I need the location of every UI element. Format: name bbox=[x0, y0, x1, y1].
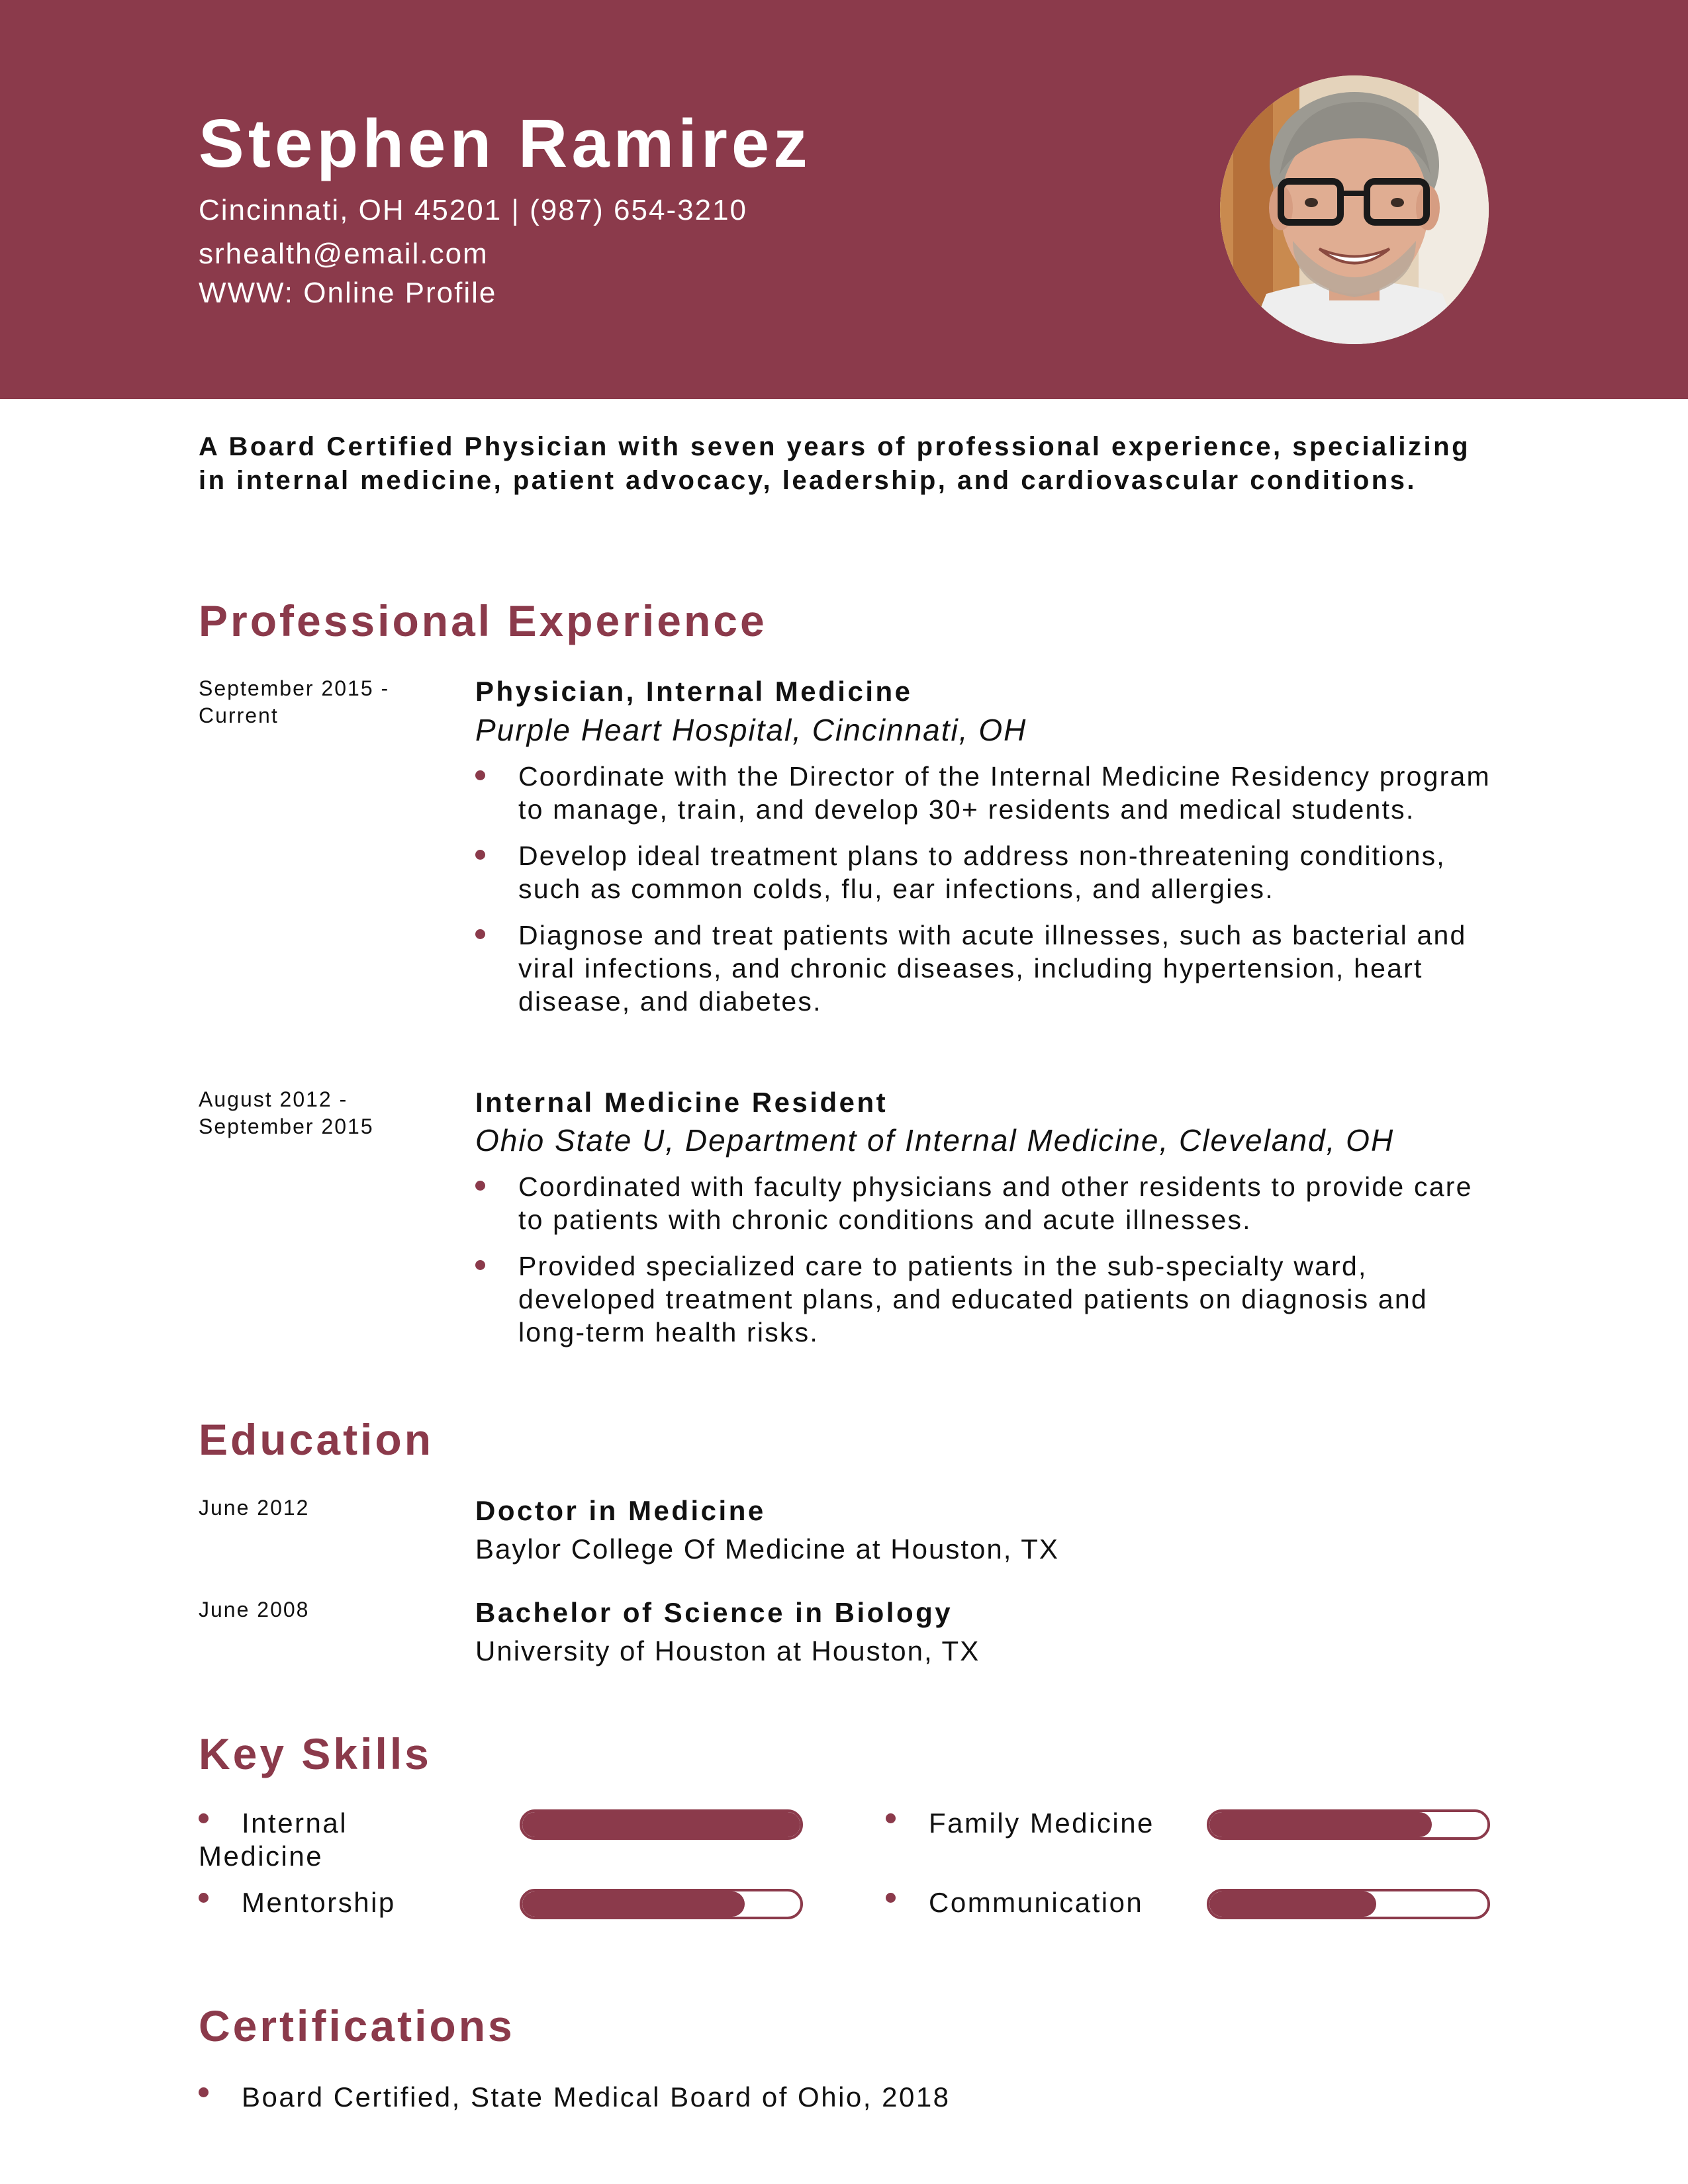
education-school: Baylor College Of Medicine at Houston, TX bbox=[475, 1533, 1059, 1565]
profile-photo bbox=[1220, 75, 1489, 344]
bullet-icon bbox=[199, 2087, 209, 2097]
list-item bbox=[475, 1250, 1495, 1349]
list-item bbox=[475, 919, 1495, 1018]
education-date: June 2008 bbox=[199, 1598, 310, 1621]
certification-item: Board Certified, State Medical Board of Ohio, 2018 bbox=[242, 2081, 951, 2113]
job-role: Physician, Internal Medicine bbox=[475, 676, 913, 707]
job-bullets bbox=[475, 1170, 1495, 1362]
candidate-name: Stephen Ramirez bbox=[199, 105, 812, 181]
bullet-icon bbox=[475, 850, 485, 860]
job-bullets bbox=[475, 760, 1495, 1031]
professional-summary: A Board Certified Physician with seven years of professional experience, specializing in internal medicine, patient advocacy, leadership, and cardiovascular conditions. bbox=[199, 432, 1471, 495]
location-phone: Cincinnati, OH 45201 | (987) 654-3210 bbox=[199, 194, 748, 226]
bullet-text: Provided specialized care to patients in the sub-specialty ward, developed treatment plans, and educated patients on diagnosis and long-term health risks. bbox=[518, 1251, 1428, 1347]
skill-level-bar bbox=[520, 1809, 803, 1840]
bullet-text: Coordinate with the Director of the Internal Medicine Residency program to manage, train, and develop 30+ residents and medical students. bbox=[518, 761, 1491, 825]
bullet-icon bbox=[886, 1813, 896, 1823]
bullet-text: Diagnose and treat patients with acute illnesses, such as bacterial and viral infections, and chronic diseases, including hypertension, heart disease, and diabetes. bbox=[518, 920, 1467, 1017]
skill-level-fill bbox=[1209, 1812, 1432, 1837]
job-role: Internal Medicine Resident bbox=[475, 1087, 888, 1118]
section-title-education: Education bbox=[199, 1415, 434, 1464]
bullet-icon bbox=[475, 1260, 485, 1270]
skill-level-fill bbox=[1209, 1891, 1376, 1917]
job-organization: Ohio State U, Department of Internal Medicine, Cleveland, OH bbox=[475, 1123, 1395, 1158]
skill-level-bar bbox=[1207, 1809, 1490, 1840]
bullet-text: Develop ideal treatment plans to address non-threatening conditions, such as common colds, flu, ear infections, and allergies. bbox=[518, 841, 1446, 904]
bullet-text: Coordinated with faculty physicians and other residents to provide care to patients with chronic conditions and acute illnesses. bbox=[518, 1171, 1473, 1235]
list-item bbox=[475, 839, 1495, 905]
skill-label: Mentorship bbox=[242, 1887, 396, 1918]
email-address[interactable]: srhealth@email.com bbox=[199, 238, 489, 270]
section-title-skills: Key Skills bbox=[199, 1729, 432, 1778]
header-banner bbox=[0, 0, 1688, 399]
list-item bbox=[475, 760, 1495, 826]
section-title-experience: Professional Experience bbox=[199, 596, 767, 645]
bullet-icon bbox=[475, 1181, 485, 1191]
education-date: June 2012 bbox=[199, 1496, 310, 1520]
website-link[interactable]: WWW: Online Profile bbox=[199, 277, 497, 309]
skill-level-fill bbox=[522, 1891, 745, 1917]
bullet-icon bbox=[199, 1893, 209, 1903]
skill-label: Communication bbox=[929, 1887, 1144, 1918]
education-school: University of Houston at Houston, TX bbox=[475, 1635, 980, 1666]
skill-level-bar bbox=[520, 1889, 803, 1919]
list-item bbox=[475, 1170, 1495, 1236]
skill-label: Internal Medicine bbox=[199, 1807, 348, 1872]
education-degree: Bachelor of Science in Biology bbox=[475, 1597, 953, 1628]
education-degree: Doctor in Medicine bbox=[475, 1495, 766, 1526]
bullet-icon bbox=[886, 1893, 896, 1903]
job-date: August 2012 - September 2015 bbox=[199, 1087, 374, 1138]
bullet-icon bbox=[475, 770, 485, 780]
section-title-certifications: Certifications bbox=[199, 2001, 515, 2050]
job-date: September 2015 - Current bbox=[199, 676, 390, 727]
job-organization: Purple Heart Hospital, Cincinnati, OH bbox=[475, 713, 1027, 747]
bullet-icon bbox=[475, 929, 485, 939]
skill-label: Family Medicine bbox=[929, 1807, 1154, 1839]
skill-level-fill bbox=[522, 1812, 800, 1837]
skill-level-bar bbox=[1207, 1889, 1490, 1919]
